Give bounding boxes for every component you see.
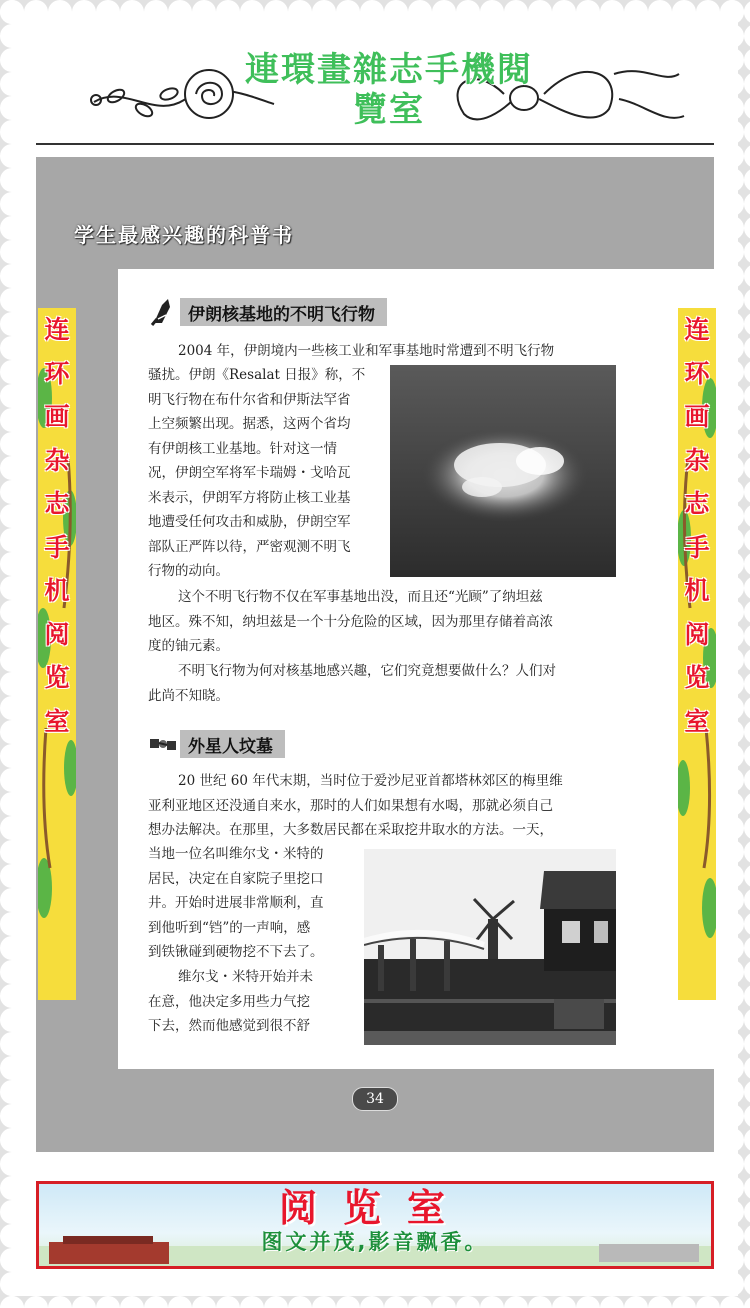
- content-card: [118, 269, 714, 1069]
- side-char: 杂: [684, 445, 710, 475]
- text-line: 部队正严阵以待，严密观测不明飞: [148, 538, 351, 555]
- text-line: 地区。殊不知，纳坦兹是一个十分危险的区域，因为那里存储着高浓: [148, 613, 553, 630]
- side-char: 览: [684, 663, 710, 692]
- page-number: 34: [352, 1087, 398, 1111]
- ufo-photo: [390, 365, 616, 577]
- text-line: 在意，他决定多用些力气挖: [148, 993, 310, 1010]
- section1-p3: [148, 659, 668, 708]
- side-char: 环: [684, 358, 710, 388]
- side-banner-left: [38, 308, 76, 1000]
- side-char: 连: [44, 315, 70, 344]
- side-banner-left-text: [38, 308, 76, 743]
- side-char: 手: [684, 532, 710, 562]
- bottom-banner: [36, 1181, 714, 1269]
- side-char: 阅: [684, 619, 710, 649]
- side-char: 室: [684, 706, 710, 736]
- book-title: 学生最感兴趣的科普书: [74, 223, 294, 247]
- text-line: 上空频繁出现。据悉，这两个省均: [148, 416, 351, 432]
- text-line: 有伊朗核工业基地。针对这一情: [148, 440, 337, 457]
- side-char: 连: [684, 315, 710, 344]
- side-char: 览: [44, 663, 70, 692]
- side-char: 手: [44, 532, 70, 562]
- section1-p2: [148, 585, 668, 659]
- text-line: 亚利亚地区还没通自来水，那时的人们如果想有水喝，那就必须自己: [148, 797, 553, 814]
- section2-title: 外星人坟墓: [180, 730, 285, 758]
- text-line: 想办法解决。在那里，大多数居民都在采取挖井取水的方法。一天，: [148, 822, 553, 838]
- section1-heading: [148, 297, 387, 327]
- text-line: 居民，决定在自家院子里挖口: [148, 870, 324, 887]
- section2-p1-wrap: [148, 842, 363, 965]
- side-char: 机: [44, 576, 70, 605]
- section2-p2-wrap: [148, 965, 363, 1039]
- text-line: 明飞行物在布什尔省和伊斯法罕省: [148, 391, 351, 408]
- satellite-icon: [148, 729, 178, 759]
- text-line: 下去，然而他感觉到很不舒: [148, 1018, 310, 1034]
- section1-title: 伊朗核基地的不明飞行物: [180, 298, 387, 326]
- section2-heading: [148, 729, 285, 759]
- text-line: 米表示，伊朗军方将防止核工业基: [148, 489, 351, 506]
- magazine-page: [36, 157, 714, 1152]
- text-line: 维尔戈・米特开始并未: [178, 969, 313, 985]
- side-char: 志: [684, 489, 710, 518]
- header-title-line2: 覽室: [353, 90, 425, 130]
- side-char: 志: [44, 489, 70, 518]
- section1-p1-wrap: [148, 363, 398, 584]
- text-line: 当地一位名叫维尔戈・米特的: [148, 846, 324, 862]
- rocket-icon: [148, 297, 178, 327]
- header-title: [224, 50, 554, 130]
- text-line: 不明飞行物为何对核基地感兴趣，它们究竟想要做什么？人们对: [178, 663, 556, 679]
- text-line: 行物的动向。: [148, 563, 229, 579]
- header: [24, 24, 726, 144]
- side-char: 阅: [44, 619, 70, 649]
- text-line: 况，伊朗空军将军卡瑞姆・戈哈瓦: [148, 465, 351, 481]
- ufo-image: [390, 365, 616, 577]
- text-line: 井。开始时进展非常顺利，直: [148, 895, 324, 911]
- side-char: 画: [44, 402, 70, 431]
- text-line: 度的铀元素。: [148, 638, 229, 654]
- text-line: 地遭受任何攻击和威胁，伊朗空军: [148, 514, 351, 530]
- text-line: 到他听到“铛”的一声响，感: [148, 919, 311, 936]
- header-divider: [36, 143, 714, 145]
- section2-p1-full: [148, 769, 668, 843]
- side-banner-right-text: [678, 308, 716, 743]
- side-char: 杂: [44, 445, 70, 475]
- section1-p1-line1: 2004 年，伊朗境内一些核工业和军事基地时常遭到不明飞行物: [178, 343, 555, 359]
- bottom-banner-title: 阅览室: [278, 1186, 471, 1230]
- side-char: 机: [684, 576, 710, 605]
- text-line: 骚扰。伊朗《Resalat 日报》称，不: [148, 367, 366, 383]
- header-title-line1: 連環畫雜志手機閱: [245, 50, 533, 90]
- side-char: 环: [44, 358, 70, 388]
- text-line: 这个不明飞行物不仅在军事基地出没，而且还“光顾”了纳坦兹: [178, 589, 543, 605]
- text-line: 20 世纪 60 年代末期，当时位于爱沙尼亚首都塔林郊区的梅里维: [178, 773, 563, 789]
- side-char: 室: [44, 706, 70, 736]
- windmill-photo: [364, 849, 616, 1045]
- bottom-banner-slogan: 图文并茂,影音飘香。: [261, 1230, 489, 1254]
- side-banner-right: [678, 308, 716, 1000]
- side-char: 画: [684, 402, 710, 431]
- text-line: 此尚不知晓。: [148, 687, 229, 704]
- text-line: 到铁锹碰到硬物挖不下去了。: [148, 944, 324, 960]
- windmill-image: [364, 849, 616, 1045]
